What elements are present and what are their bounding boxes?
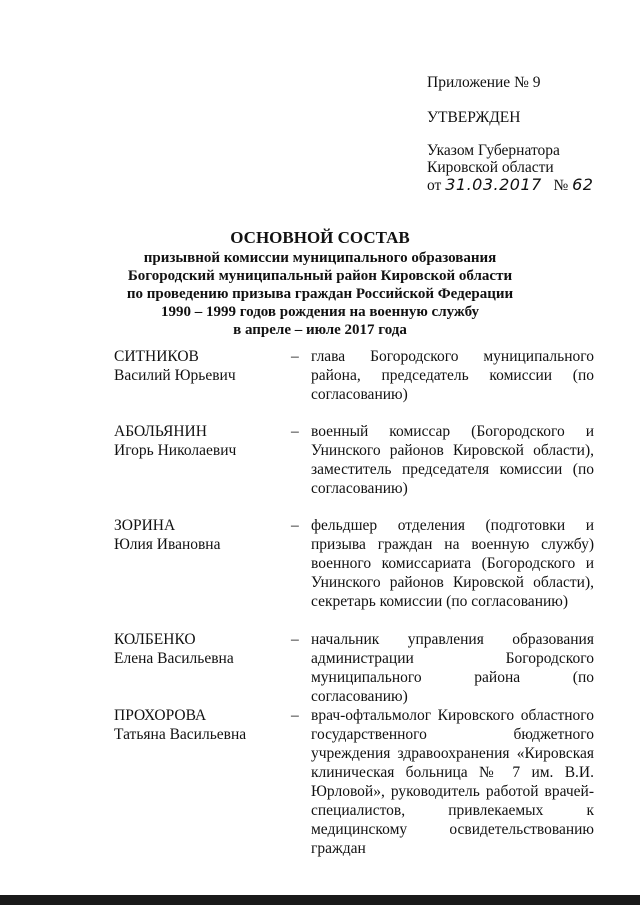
member-given-name: Игорь Николаевич bbox=[114, 442, 237, 459]
title-line-5: в апреле – июле 2017 года bbox=[233, 322, 407, 338]
member-name bbox=[114, 422, 284, 460]
member-surname: КОЛБЕНКО bbox=[114, 631, 196, 648]
member-description: глава Богородского муниципального района, председатель комиссии (по согласованию) bbox=[311, 348, 594, 403]
handwritten-date: 31.03.2017 bbox=[445, 175, 542, 194]
handwritten-number: 62 bbox=[572, 175, 594, 194]
member-name bbox=[114, 347, 284, 385]
document-title-block bbox=[40, 228, 600, 339]
scan-bottom-edge bbox=[0, 895, 640, 905]
number-prefix: № bbox=[553, 177, 569, 194]
approval-header bbox=[427, 74, 627, 194]
member-surname: ПРОХОРОВА bbox=[114, 707, 207, 724]
member-given-name: Татьяна Васильевна bbox=[114, 726, 247, 743]
member-dash: – bbox=[291, 631, 299, 648]
member-description: военный комиссар (Богородского и Унинского районов Кировской области), заместитель председателя комиссии (по согласованию) bbox=[311, 423, 594, 497]
decree-line-1: Указом Губернатора bbox=[427, 142, 560, 159]
appendix-label: Приложение № 9 bbox=[427, 74, 541, 91]
member-name bbox=[114, 630, 284, 668]
member-description: фельдшер отделения (подготовки и призыва граждан на военную службу) военного комиссариата (Богородского и Унинского районов Кировской области), секретарь комиссии (по согласованию) bbox=[311, 517, 594, 610]
document-title: ОСНОВНОЙ СОСТАВ bbox=[230, 228, 410, 247]
member-surname: СИТНИКОВ bbox=[114, 348, 199, 365]
member-name bbox=[114, 516, 284, 554]
member-surname: АБОЛЬЯНИН bbox=[114, 423, 207, 440]
approved-label: УТВЕРЖДЕН bbox=[427, 109, 521, 126]
member-given-name: Юлия Ивановна bbox=[114, 536, 221, 553]
member-dash: – bbox=[291, 707, 299, 724]
date-prefix: от bbox=[427, 177, 442, 194]
member-given-name: Елена Васильевна bbox=[114, 650, 234, 667]
title-line-4: 1990 – 1999 годов рождения на военную службу bbox=[160, 304, 480, 320]
decree-date-line bbox=[427, 176, 627, 194]
member-description: врач-офтальмолог Кировского областного государственного бюджетного учреждения здравоохранения «Кировская клиническая больница № 7 им. В.И. Юрловой», руководитель работой врачей-специалистов, привлекаемых к медицинскому освидетельствованию граждан bbox=[311, 707, 594, 857]
member-description: начальник управления образования администрации Богородского муниципального района (по согласованию) bbox=[311, 631, 594, 705]
member-given-name: Василий Юрьевич bbox=[114, 367, 236, 384]
title-line-3: по проведению призыва граждан Российской Федерации bbox=[126, 286, 514, 302]
title-line-1: призывной комиссии муниципального образования bbox=[143, 250, 497, 266]
decree-line-2: Кировской области bbox=[427, 159, 554, 176]
member-dash: – bbox=[291, 423, 299, 440]
member-name bbox=[114, 706, 284, 744]
title-line-2: Богородский муниципальный район Кировской области bbox=[127, 268, 513, 284]
member-dash: – bbox=[291, 348, 299, 365]
member-surname: ЗОРИНА bbox=[114, 517, 176, 534]
member-dash: – bbox=[291, 517, 299, 534]
